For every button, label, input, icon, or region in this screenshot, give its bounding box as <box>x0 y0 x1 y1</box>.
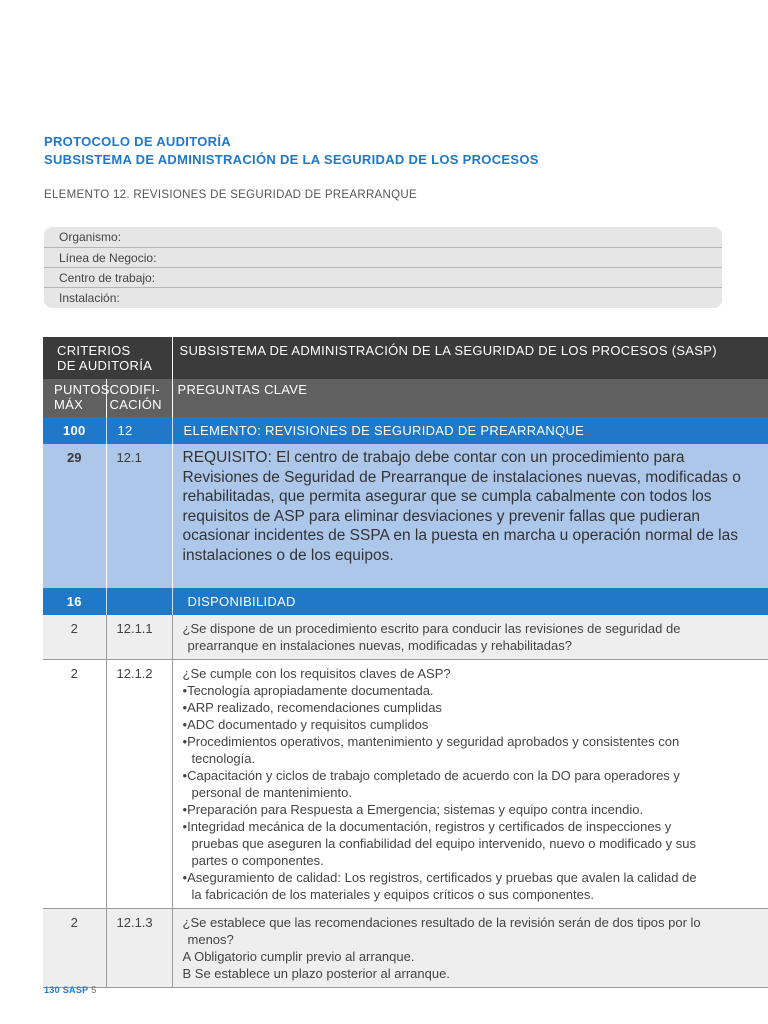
requisito-text: REQUISITO: El centro de trabajo debe contar con un procedimiento para Revisiones de Seguridad de Prearranque de instalaciones nuevas, modificadas o rehabilitadas, que permita asegurar que se cumpla cabalmente con todos los requisitos de ASP para eliminar desviaciones y prevenir fallas que pudieran ocasionar incidentes de SSPA en la puesta en marcha u operación normal de las instalaciones o de los equipos. <box>172 444 768 588</box>
points-cell: 16 <box>43 588 106 615</box>
page-footer <box>44 985 97 995</box>
list-item: • Tecnología apropiadamente documentada. <box>183 682 709 699</box>
header-puntos: PUNTOS MÁX <box>43 379 106 417</box>
page-number: 130 <box>44 985 60 995</box>
header-preguntas: PREGUNTAS CLAVE <box>172 379 768 417</box>
document-title: PROTOCOLO DE AUDITORÍA <box>44 134 231 149</box>
points-cell: 2 <box>43 615 106 660</box>
list-item: • ADC documentado y requisitos cumplidos <box>183 716 709 733</box>
code-cell: 12.1 <box>106 444 172 588</box>
question-cell: ¿Se establece que las recomendaciones resultado de la revisión serán de dos tipos por lo menos? A Obligatorio cumplir previo al arranque. B Se establece un plazo posterior al arranque. <box>172 909 768 988</box>
code-cell: 12.1.1 <box>106 615 172 660</box>
option-line: B Se establece un plazo posterior al arranque. <box>182 966 450 981</box>
header-codificacion: CODIFI- CACIÓN <box>106 379 172 417</box>
points-cell: 29 <box>43 444 106 588</box>
table-subheader-row <box>43 379 768 417</box>
list-item: • Integridad mecánica de la documentación, registros y certificados de inspecciones y pruebas que aseguren la confiabilidad del equipo intervenido, nuevo o modificado y sus partes o componentes. <box>183 818 709 869</box>
table-header-row <box>43 337 768 379</box>
points-cell: 2 <box>43 660 106 909</box>
code-cell: 12.1.3 <box>106 909 172 988</box>
question-row <box>43 660 768 909</box>
footer-name: SASP <box>62 985 89 995</box>
question-cell: ¿Se dispone de un procedimiento escrito para conducir las revisiones de seguridad de prearranque en instalaciones nuevas, modificadas y rehabilitadas? <box>172 615 768 660</box>
code-cell: 12.1.2 <box>106 660 172 909</box>
question-row <box>43 615 768 660</box>
field-instalacion[interactable]: Instalación: <box>44 288 722 308</box>
points-cell: 100 <box>43 417 106 444</box>
footer-volume: 5 <box>91 985 97 995</box>
code-cell: 12 <box>106 417 172 444</box>
element-row <box>43 417 768 444</box>
option-line: A Obligatorio cumplir previo al arranque. <box>182 949 415 964</box>
field-organismo[interactable]: Organismo: <box>44 227 722 248</box>
header-criterios: CRITERIOS DE AUDITORÍA <box>43 337 172 379</box>
section-text: DISPONIBILIDAD <box>172 588 768 615</box>
header-subsistema: SUBSISTEMA DE ADMINISTRACIÓN DE LA SEGURIDAD DE LOS PROCESOS (SASP) <box>172 337 768 379</box>
list-item: • Preparación para Respuesta a Emergencia; sistemas y equipo contra incendio. <box>183 801 709 818</box>
points-cell: 2 <box>43 909 106 988</box>
field-centro-trabajo[interactable]: Centro de trabajo: <box>44 268 722 288</box>
element-title: ELEMENTO 12. REVISIONES DE SEGURIDAD DE PREARRANQUE <box>44 189 417 201</box>
element-text: ELEMENTO: REVISIONES DE SEGURIDAD DE PREARRANQUE <box>172 417 768 444</box>
requisito-row <box>43 444 768 588</box>
document-subtitle: SUBSISTEMA DE ADMINISTRACIÓN DE LA SEGURIDAD DE LOS PROCESOS <box>44 152 539 167</box>
list-item: • ARP realizado, recomendaciones cumplidas <box>183 699 709 716</box>
question-cell: ¿Se cumple con los requisitos claves de ASP? • Tecnología apropiadamente documentada. • ARP realizado, recomendaciones cumplidas • ADC documentado y requisitos cumplidos • Procedimientos operativos, mantenimiento y seguridad aprobados y consistentes con tecnología. • Capacitación y ciclos de trabajo completado de acuerdo con la DO para operadores y personal de mantenimiento. • Preparación para Respuesta a Emergencia; sistemas y equipo contra incendio. • Integridad mecánica de la documentación, registros y certificados de inspecciones y pruebas que aseguren la confiabilidad del equipo intervenido, nuevo o modificado y sus partes o componentes. • Aseguramiento de calidad: Los registros, certificados y pruebas que avalen la calidad de la fabricación de los materiales y equipos críticos o sus componentes. <box>172 660 768 909</box>
question-row <box>43 909 768 988</box>
list-item: • Capacitación y ciclos de trabajo completado de acuerdo con la DO para operadores y personal de mantenimiento. <box>183 767 709 801</box>
disponibilidad-row <box>43 588 768 615</box>
field-linea-negocio[interactable]: Línea de Negocio: <box>44 248 722 268</box>
list-item: • Procedimientos operativos, mantenimiento y seguridad aprobados y consistentes con tecnología. <box>183 733 709 767</box>
list-item: • Aseguramiento de calidad: Los registros, certificados y pruebas que avalen la calidad de la fabricación de los materiales y equipos críticos o sus componentes. <box>183 869 709 903</box>
audit-table <box>43 337 768 988</box>
info-form <box>44 227 722 308</box>
code-cell <box>106 588 172 615</box>
